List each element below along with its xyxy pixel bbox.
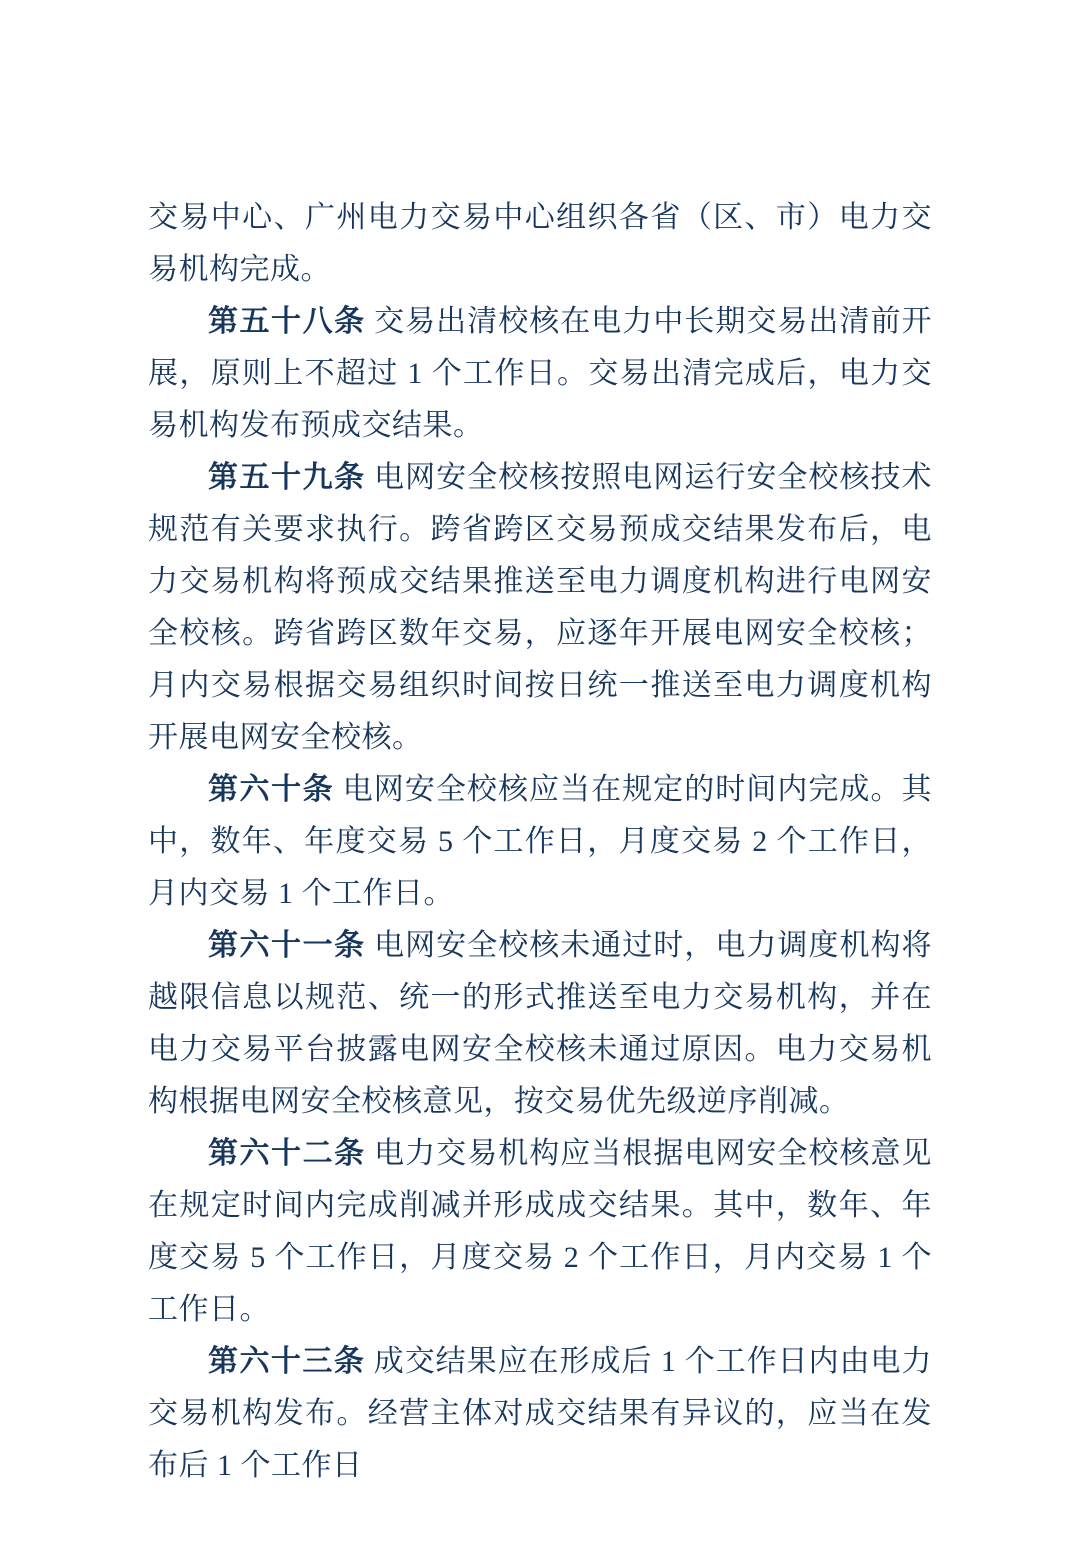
- article-paragraph: 第六十条 电网安全校核应当在规定的时间内完成。其中，数年、年度交易 5 个工作日，月度交易 2 个工作日，月内交易 1 个工作日。: [148, 773, 933, 910]
- article-number: 第六十二条: [208, 1137, 366, 1170]
- article-number: 第六十条: [208, 773, 335, 806]
- continuation-paragraph: 交易中心、广州电力交易中心组织各省（区、市）电力交易机构完成。: [148, 201, 932, 286]
- article-paragraph: 第六十二条 电力交易机构应当根据电网安全校核意见在规定时间内完成削减并形成成交结果。其中，数年、年度交易 5 个工作日，月度交易 2 个工作日，月内交易 1 个工作日。: [148, 1137, 933, 1326]
- article-number: 第五十九条: [208, 461, 366, 494]
- article-number: 第六十一条: [208, 929, 366, 962]
- article-paragraph: 第五十九条 电网安全校核按照电网运行安全校核技术规范有关要求执行。跨省跨区交易预成交结果发布后，电力交易机构将预成交结果推送至电力调度机构进行电网安全校核。跨省跨区数年交易，应逐年开展电网安全校核；月内交易根据交易组织时间按日统一推送至电力调度机构开展电网安全校核。: [148, 461, 933, 754]
- article-paragraph: 第五十八条 交易出清校核在电力中长期交易出清前开展，原则上不超过 1 个工作日。交易出清完成后，电力交易机构发布预成交结果。: [148, 305, 933, 442]
- document-body: [148, 192, 932, 1492]
- article-paragraph: 第六十三条 成交结果应在形成后 1 个工作日内由电力交易机构发布。经营主体对成交结果有异议的，应当在发布后 1 个工作日: [148, 1345, 933, 1482]
- article-paragraph: 第六十一条 电网安全校核未通过时，电力调度机构将越限信息以规范、统一的形式推送至电力交易机构，并在电力交易平台披露电网安全校核未通过原因。电力交易机构根据电网安全校核意见，按交易优先级逆序削减。: [148, 929, 933, 1118]
- article-number: 第六十三条: [208, 1345, 366, 1378]
- article-number: 第五十八条: [208, 305, 366, 338]
